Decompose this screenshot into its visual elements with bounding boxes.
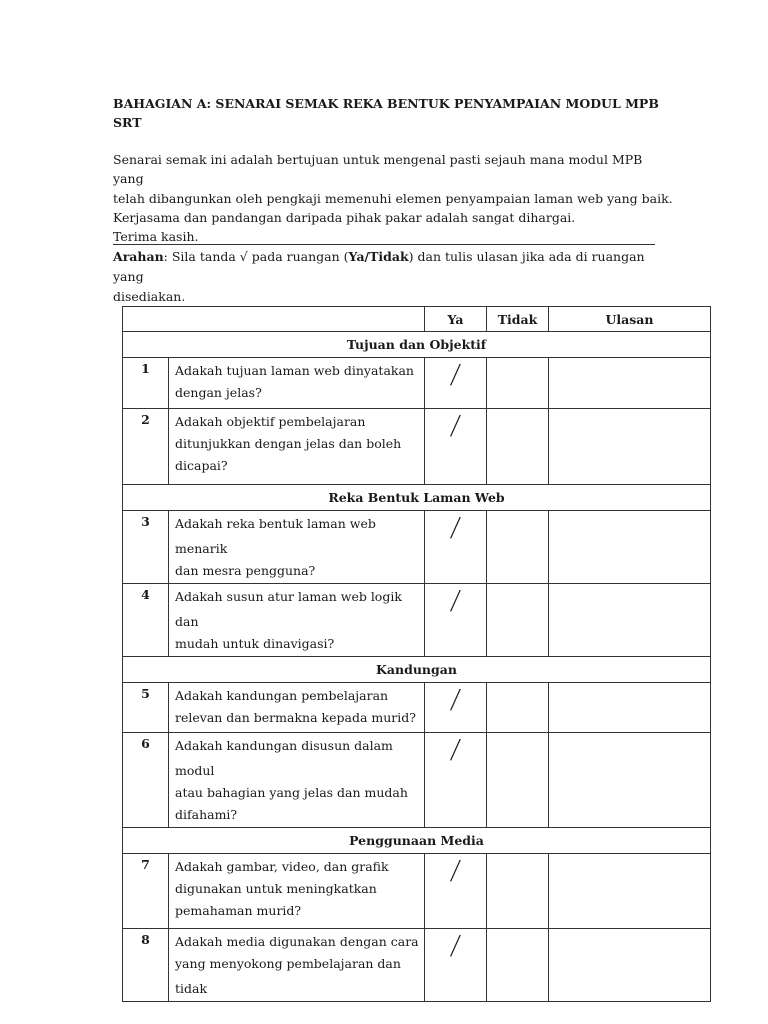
table-row: [123, 854, 711, 929]
ya-cell[interactable]: [425, 584, 487, 657]
ya-cell[interactable]: [425, 854, 487, 929]
ya-cell[interactable]: [425, 409, 487, 485]
tick-mark: /: [449, 513, 462, 543]
row-number: 8: [123, 929, 169, 1002]
instructions-label: Arahan: [113, 249, 164, 264]
title-line-1: BAHAGIAN A: SENARAI SEMAK REKA BENTUK PENYAMPAIAN MODUL MPB: [113, 96, 659, 111]
question-cell: Adakah reka bentuk laman web menarik dan mesra pengguna?: [169, 511, 425, 584]
ulasan-cell[interactable]: [549, 511, 711, 584]
row-number: 2: [123, 409, 169, 485]
section-penggunaan-media: Penggunaan Media: [123, 828, 711, 854]
row-number: 7: [123, 854, 169, 929]
document-title: [113, 94, 673, 132]
intro-line-1: Senarai semak ini adalah bertujuan untuk mengenal pasti sejauh mana modul MPB yang: [113, 152, 643, 187]
table-row: [123, 584, 711, 657]
instructions-text-3: disediakan.: [113, 289, 186, 304]
intro-line-2: telah dibangunkan oleh pengkaji memenuhi elemen penyampaian laman web yang baik.: [113, 190, 673, 206]
tidak-cell[interactable]: [487, 683, 549, 733]
row-number: 1: [123, 358, 169, 409]
tick-mark: /: [449, 856, 462, 886]
table-row: [123, 358, 711, 409]
tick-mark: /: [449, 735, 462, 765]
intro-line-4: Terima kasih.: [113, 229, 199, 245]
question-cell: Adakah objektif pembelajaran ditunjukkan dengan jelas dan boleh dicapai?: [169, 409, 425, 485]
ya-cell[interactable]: [425, 511, 487, 584]
section-row: [123, 332, 711, 358]
ulasan-cell[interactable]: [549, 584, 711, 657]
question-cell: Adakah gambar, video, dan grafik digunakan untuk meningkatkan pemahaman murid?: [169, 854, 425, 929]
tidak-cell[interactable]: [487, 733, 549, 828]
row-number: 5: [123, 683, 169, 733]
section-reka-bentuk: Reka Bentuk Laman Web: [123, 485, 711, 511]
table-row: [123, 511, 711, 584]
section-tujuan: Tujuan dan Objektif: [123, 332, 711, 358]
question-cell: Adakah kandungan pembelajaran relevan dan bermakna kepada murid?: [169, 683, 425, 733]
tidak-cell[interactable]: [487, 409, 549, 485]
header-blank: [123, 307, 425, 332]
checklist-table: [122, 306, 711, 1002]
row-number: 4: [123, 584, 169, 657]
tick-mark: /: [449, 586, 462, 616]
header-ulasan: Ulasan: [549, 307, 711, 332]
ya-cell[interactable]: [425, 733, 487, 828]
section-row: [123, 485, 711, 511]
table-row: [123, 409, 711, 485]
tidak-cell[interactable]: [487, 929, 549, 1002]
row-number: 6: [123, 733, 169, 828]
table-header-row: [123, 307, 711, 332]
ulasan-cell[interactable]: [549, 733, 711, 828]
tidak-cell[interactable]: [487, 854, 549, 929]
section-row: [123, 828, 711, 854]
header-ya: Ya: [425, 307, 487, 332]
question-cell: Adakah tujuan laman web dinyatakan dengan jelas?: [169, 358, 425, 409]
ya-cell[interactable]: [425, 358, 487, 409]
ulasan-cell[interactable]: [549, 409, 711, 485]
header-tidak: Tidak: [487, 307, 549, 332]
title-line-2: SRT: [113, 115, 142, 130]
tidak-cell[interactable]: [487, 358, 549, 409]
instructions-text-1: : Sila tanda √ pada ruangan (: [163, 249, 349, 264]
tidak-cell[interactable]: [487, 584, 549, 657]
tick-mark: /: [449, 411, 462, 441]
divider-line: [113, 244, 655, 245]
question-cell: Adakah kandungan disusun dalam modul atau bahagian yang jelas dan mudah difahami?: [169, 733, 425, 828]
section-kandungan: Kandungan: [123, 657, 711, 683]
instructions-bold: Ya/Tidak: [348, 249, 409, 264]
ulasan-cell[interactable]: [549, 683, 711, 733]
row-number: 3: [123, 511, 169, 584]
section-row: [123, 657, 711, 683]
ulasan-cell[interactable]: [549, 929, 711, 1002]
tick-mark: /: [449, 685, 462, 715]
ulasan-cell[interactable]: [549, 358, 711, 409]
ya-cell[interactable]: [425, 683, 487, 733]
instructions-text-2: ) dan tulis ulasan jika ada di ruangan yang: [113, 249, 645, 284]
intro-line-3: Kerjasama dan pandangan daripada pihak pakar adalah sangat dihargai.: [113, 209, 576, 225]
table-row: [123, 683, 711, 733]
table-row: [123, 733, 711, 828]
tidak-cell[interactable]: [487, 511, 549, 584]
tick-mark: /: [449, 931, 462, 961]
ulasan-cell[interactable]: [549, 854, 711, 929]
instructions: [113, 247, 673, 307]
question-cell: Adakah media digunakan dengan cara yang menyokong pembelajaran dan tidak: [169, 929, 425, 1002]
intro-paragraph: [113, 150, 673, 246]
ya-cell[interactable]: [425, 929, 487, 1002]
table-row: [123, 929, 711, 1002]
question-cell: Adakah susun atur laman web logik dan mudah untuk dinavigasi?: [169, 584, 425, 657]
tick-mark: /: [449, 360, 462, 390]
